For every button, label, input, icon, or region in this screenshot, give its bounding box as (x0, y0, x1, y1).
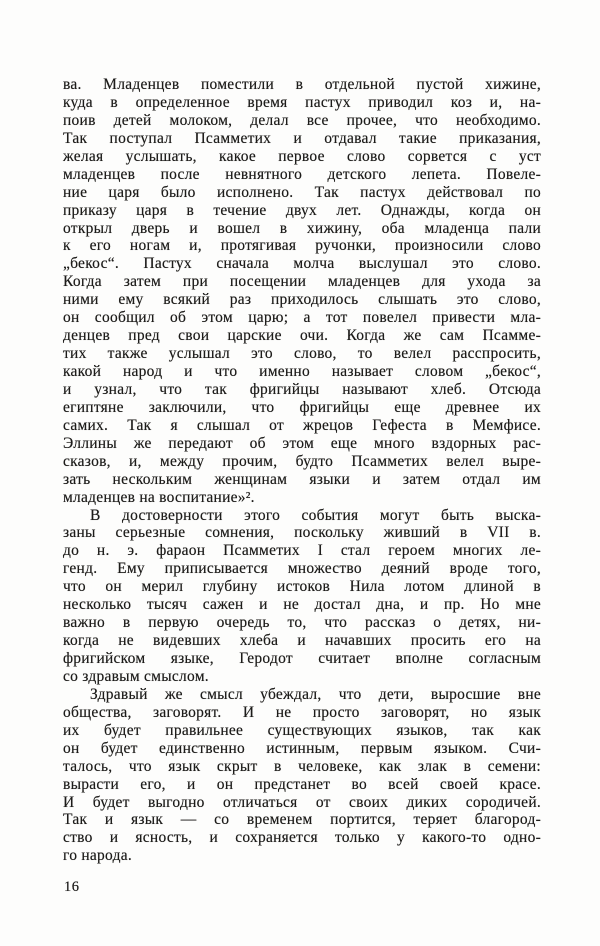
text-line: желая услышать, какое первое слово сорвется с уст (63, 147, 541, 165)
text-line: к его ногам и, протягивая ручонки, произносили слово (63, 237, 541, 255)
text-line: „бекос“. Пастух сначала молча выслушал это слово. (63, 255, 541, 273)
text-line: самих. Так я слышал от жрецов Гефеста в Мемфисе. (63, 416, 541, 434)
text-line: заны серьезные сомнения, поскольку живший в VII в. (63, 524, 541, 542)
text-line: В достоверности этого события могут быть выска- (90, 506, 541, 524)
text-line: он будет единственно истинным, первым языком. Счи- (63, 739, 541, 757)
paragraph (63, 686, 541, 865)
text-line: поив детей молоком, делал все прочее, что необходимо. (63, 111, 541, 129)
text-line: И будет выгодно отличаться от своих диких сородичей. (63, 793, 541, 811)
text-line: го народа. (63, 847, 132, 865)
text-line: сказов, и, между прочим, будто Псамметих велел выре- (63, 452, 541, 470)
text-line: младенцев после невнятного детского лепета. Повеле- (63, 165, 541, 183)
text-line: когда не видевших хлеба и начавших просить его на (63, 632, 541, 650)
text-line: что он мерил глубину истоков Нила лотом длиной в (63, 578, 541, 596)
text-line: их будет правильнее существующих языков, так как (63, 721, 541, 739)
text-line: денцев пред свои царские очи. Когда же сам Псамме- (63, 327, 541, 345)
text-line: талось, что язык скрыт в человеке, как злак в семени: (63, 757, 541, 775)
text-line: куда в определенное время пастух приводил коз и, на- (63, 93, 541, 111)
paragraph (63, 507, 541, 686)
text-line: Здравый же смысл убеждал, что дети, выросшие вне (90, 685, 541, 703)
text-line: зать нескольким женщинам языки и затем отдал им (63, 470, 541, 488)
text-line: ва. Младенцев поместили в отдельной пустой хижине, (63, 76, 541, 93)
text-line: вырасти его, и он предстанет во всей своей красе. (63, 775, 541, 793)
text-line: младенцев на воспитание»². (63, 488, 255, 506)
text-line: до н. э. фараон Псамметих I стал героем многих ле- (63, 542, 541, 560)
text-line: какой народ и что именно называет словом „бекос“, (63, 363, 541, 380)
text-line: Так и язык — со временем портится, теряет благород- (63, 811, 541, 829)
page-text-block (63, 76, 541, 865)
text-line: ство и ясность, и сохраняется только у какого-то одно- (63, 829, 541, 847)
text-line: генд. Ему приписывается множество деяний вроде того, (63, 560, 541, 578)
text-line: важно в первую очередь то, что рассказ о детях, ни- (63, 614, 541, 632)
text-line: он сообщил об этом царю; а тот повелел привести мла- (63, 309, 541, 327)
text-line: египтяне заключили, что фригийцы еще древнее их (63, 398, 541, 416)
text-line: фригийском языке, Геродот считает вполне согласным (63, 650, 541, 667)
text-line: ние царя было исполнено. Так пастух действовал по (63, 183, 541, 201)
text-line: со здравым смыслом. (63, 667, 209, 685)
page-number: 16 (64, 879, 80, 895)
text-line: Так поступал Псамметих и отдавал такие приказания, (63, 129, 541, 147)
text-line: ними ему всякий раз приходилось слышать это слово, (63, 291, 541, 309)
text-line: тих также услышал это слово, то велел расспросить, (63, 345, 541, 363)
text-line: приказу царя в течение двух лет. Однажды, когда он (63, 201, 541, 219)
text-line: несколько тысяч сажен и не достал дна, и пр. Но мне (63, 596, 541, 614)
paragraph (63, 76, 541, 507)
text-line: открыл дверь и вошел в хижину, оба младенца пали (63, 219, 541, 237)
text-line: Эллины же передают об этом еще много вздорных рас- (63, 434, 541, 452)
text-line: и узнал, что так фригийцы называют хлеб. Отсюда (63, 380, 541, 398)
text-line: общества, заговорят. И не просто заговорят, но язык (63, 703, 541, 721)
text-line: Когда затем при посещении младенцев для ухода за (63, 273, 541, 291)
